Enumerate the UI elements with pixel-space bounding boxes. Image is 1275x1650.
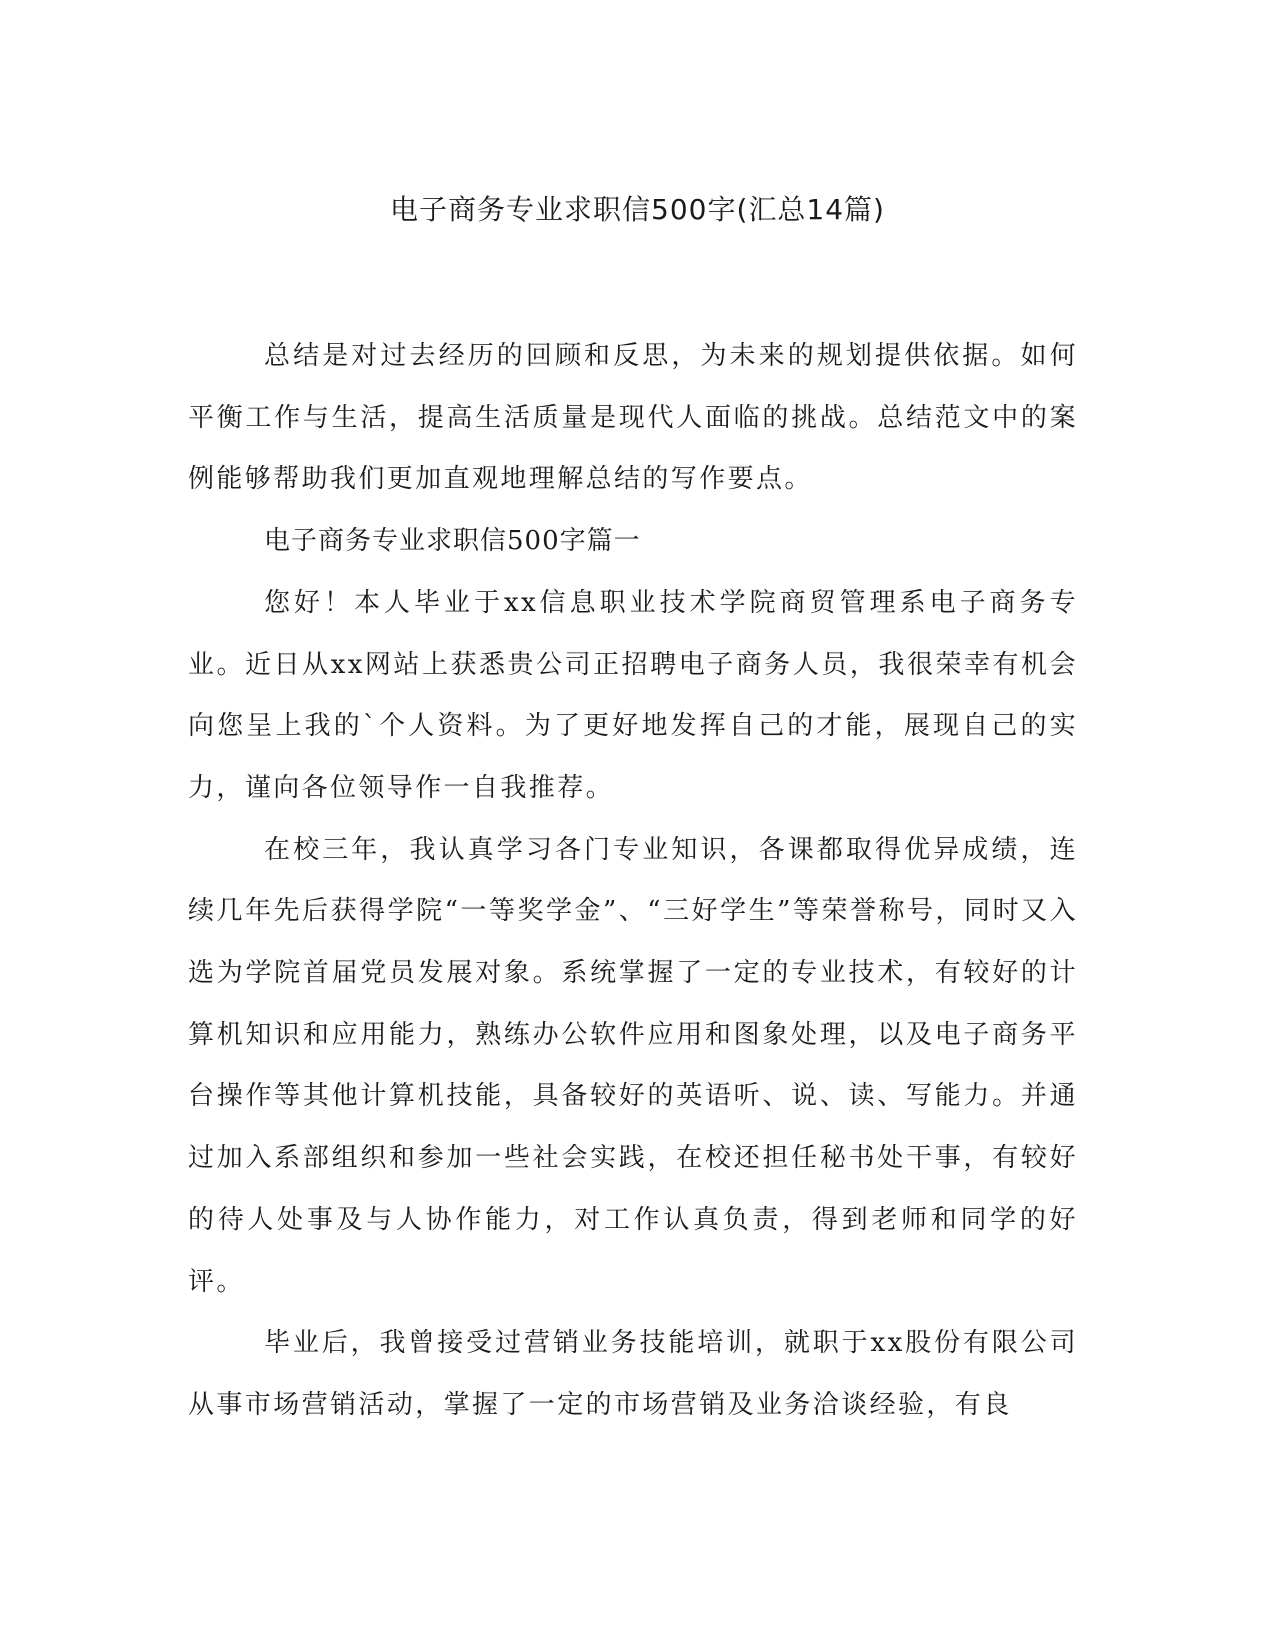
document-title: 电子商务专业求职信500字(汇总14篇)	[390, 193, 885, 226]
body-paragraph: 毕业后，我曾接受过营销业务技能培训，就职于xx股份有限公司从事市场营销活动，掌握了一定的市场营销及业务洽谈经验，有良	[188, 1328, 1078, 1420]
body-paragraph: 您好！本人毕业于xx信息职业技术学院商贸管理系电子商务专业。近日从xx网站上获悉贵公司正招聘电子商务人员，我很荣幸有机会向您呈上我的`个人资料。为了更好地发挥自己的才能，展现自己的实力，谨向各位领导作一自我推荐。	[188, 587, 1078, 803]
section-heading: 电子商务专业求职信500字篇一	[264, 526, 641, 557]
body-paragraph: 在校三年，我认真学习各门专业知识，各课都取得优异成绩，连续几年先后获得学院“一等奖学金”、“三好学生”等荣誉称号，同时又入选为学院首届党员发展对象。系统掌握了一定的专业技术，有较好的计算机知识和应用能力，熟练办公软件应用和图象处理，以及电子商务平台操作等其他计算机技能，具备较好的英语听、说、读、写能力。并通过加入系部组织和参加一些社会实践，在校还担任秘书处干事，有较好的待人处事及与人协作能力，对工作认真负责，得到老师和同学的好评。	[188, 834, 1078, 1297]
document-body	[188, 326, 1078, 1437]
intro-paragraph: 总结是对过去经历的回顾和反思，为未来的规划提供依据。如何平衡工作与生活，提高生活质量是现代人面临的挑战。总结范文中的案例能够帮助我们更加直观地理解总结的写作要点。	[188, 341, 1078, 495]
